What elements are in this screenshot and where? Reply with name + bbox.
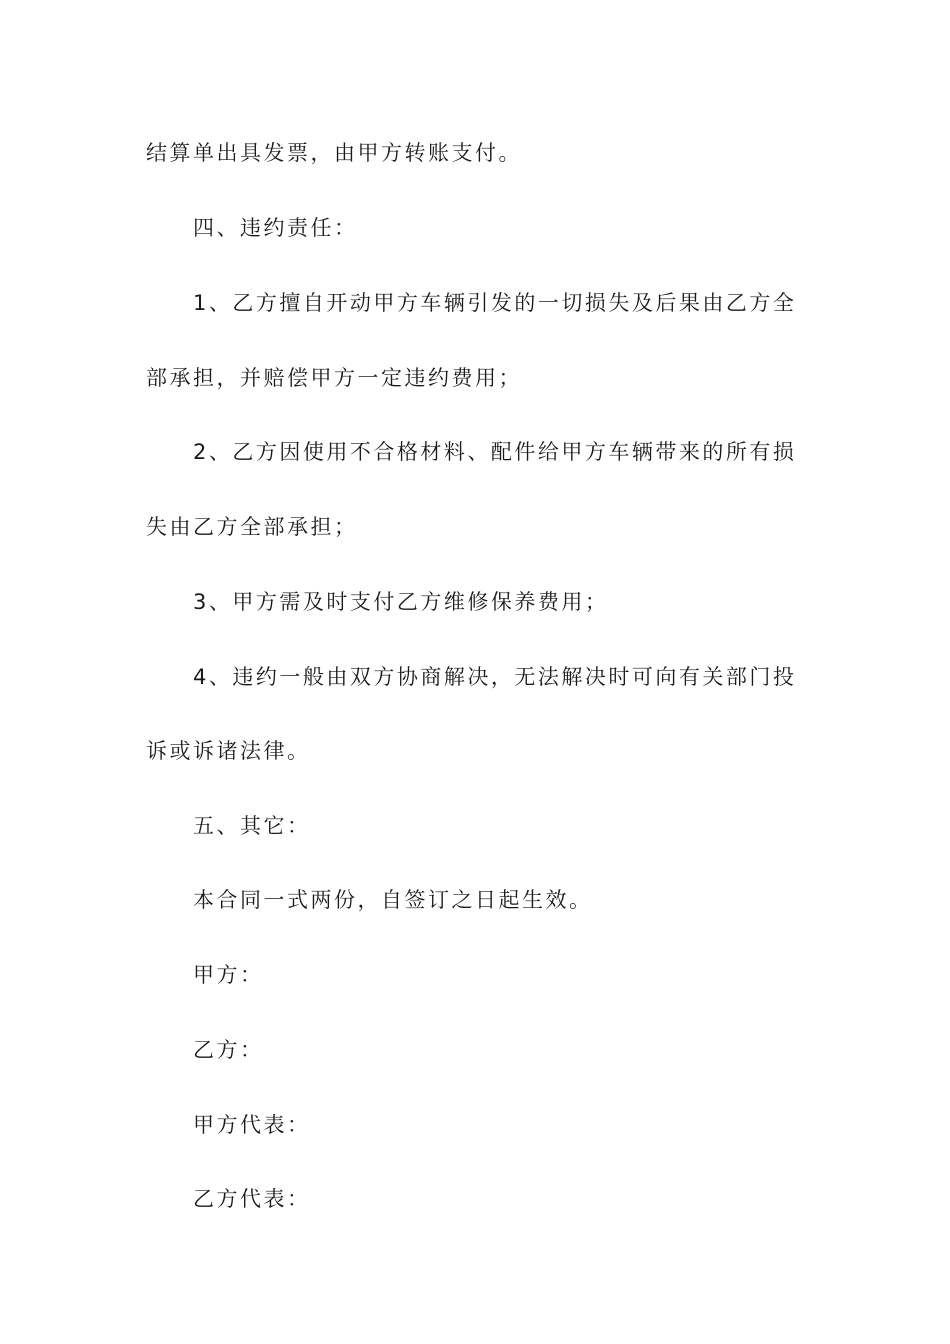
clause-4-line-2: 诉或诉诸法律。 — [146, 739, 311, 763]
clause-1-line-1: 1、乙方擅自开动甲方车辆引发的一切损失及后果由乙方全 — [193, 291, 797, 315]
clause-2-line-2: 失由乙方全部承担； — [146, 515, 358, 539]
party-a-representative-label: 甲方代表： — [193, 1113, 311, 1137]
clause-3: 3、甲方需及时支付乙方维修保养费用； — [193, 590, 609, 614]
contract-copies-line: 本合同一式两份，自签订之日起生效。 — [193, 888, 593, 912]
clause-2-line-1: 2、乙方因使用不合格材料、配件给甲方车辆带来的所有损 — [193, 440, 797, 464]
clause-1-line-2: 部承担，并赔偿甲方一定违约费用； — [146, 366, 522, 390]
party-a-label: 甲方： — [193, 963, 264, 987]
clause-4-line-1: 4、违约一般由双方协商解决，无法解决时可向有关部门投 — [193, 665, 797, 689]
party-b-representative-label: 乙方代表： — [193, 1187, 311, 1211]
section-heading-other: 五、其它： — [193, 814, 311, 838]
section-heading-breach: 四、违约责任： — [193, 216, 358, 240]
paragraph-line-payment: 结算单出具发票，由甲方转账支付。 — [146, 141, 522, 165]
party-b-label: 乙方： — [193, 1038, 264, 1062]
